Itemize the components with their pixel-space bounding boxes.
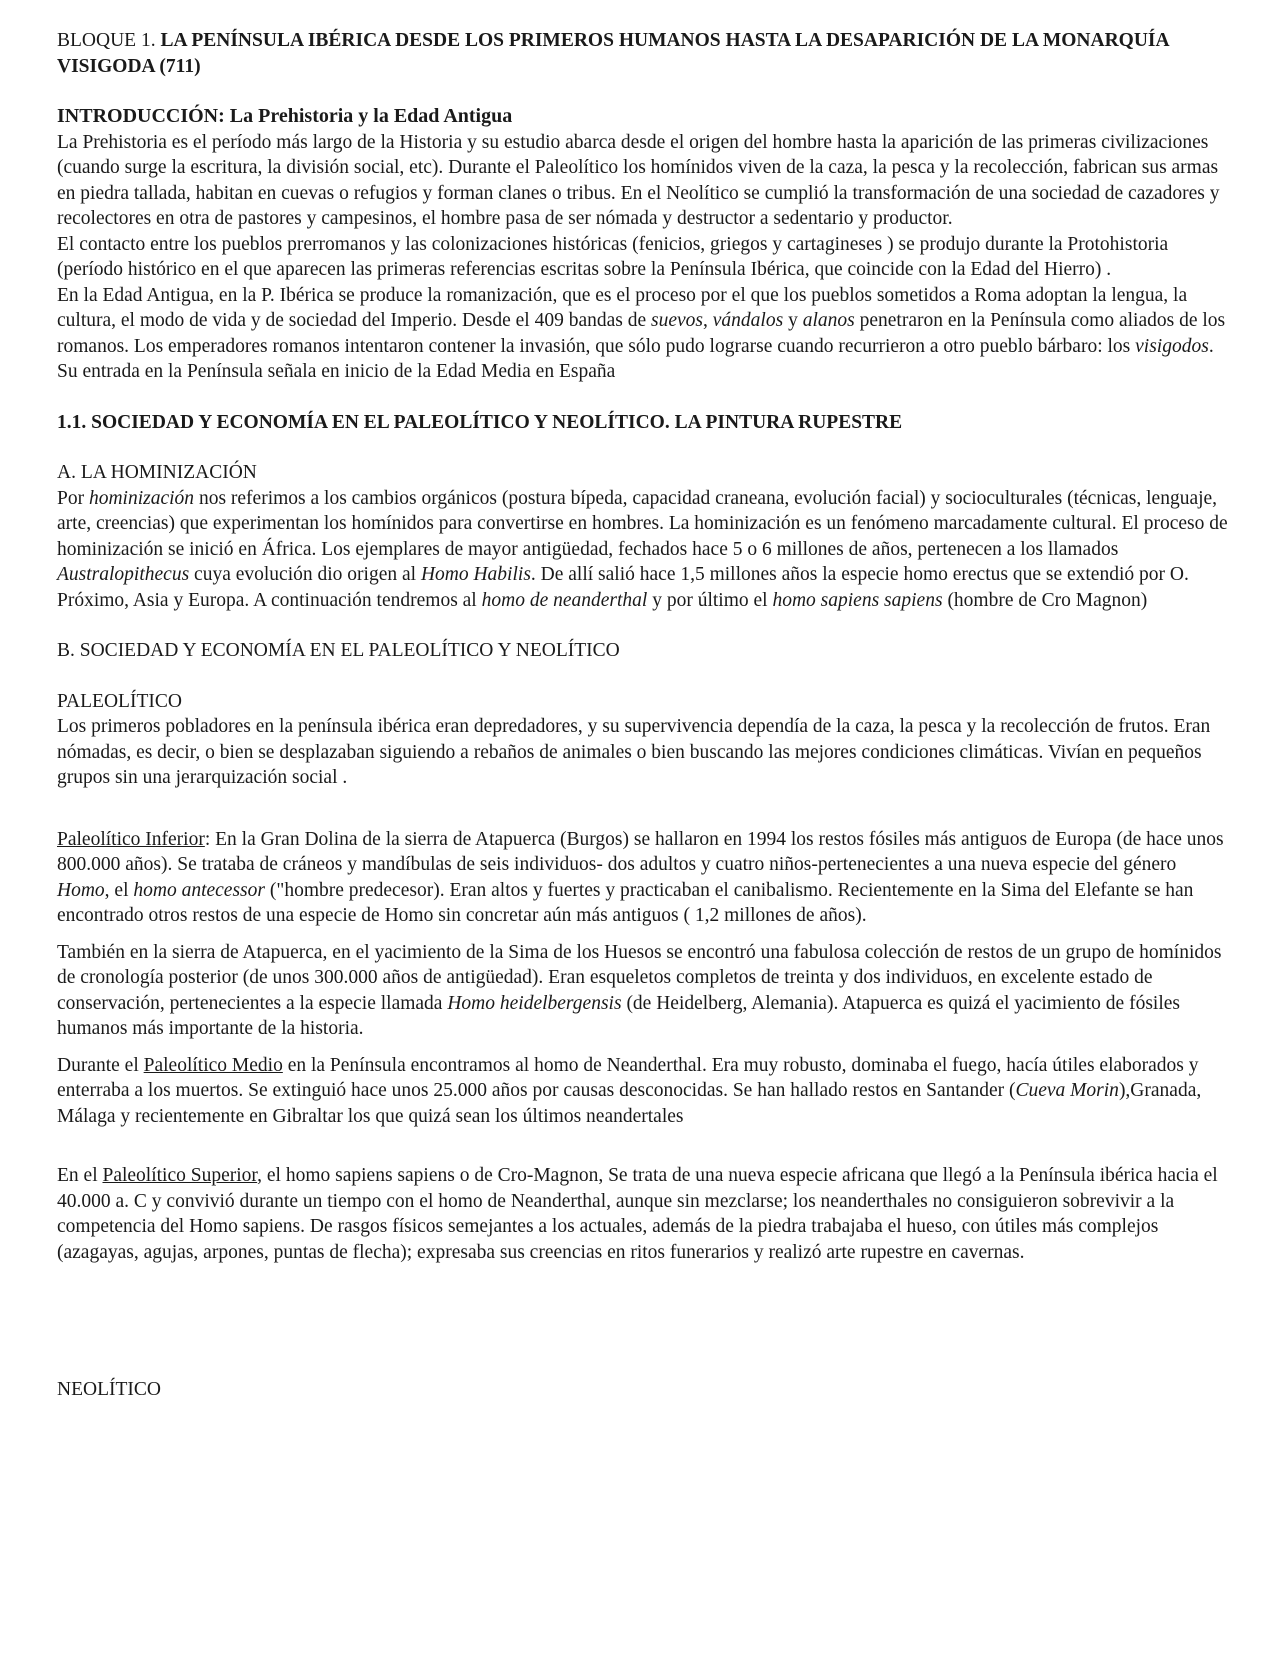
intro-paragraph-2: El contacto entre los pueblos prerromanos y las colonizaciones históricas (fenicios, griegos y cartagineses ) se produjo durante la Protohistoria (período histórico en el que aparecen las primeras referencias escritas sobre la Península Ibérica, que coincide con la Edad del Hierro) . [57,233,1169,280]
intro-paragraph-3: En la Edad Antigua, en la P. Ibérica se produce la romanización, que es el proceso por el que los pueblos sometidos a Roma adoptan la lengua, la cultura, el modo de vida y de sociedad del Imperio. Desde el 409 bandas de suevos, vándalos y alanos penetraron en la Península como aliados de los romanos. Los emperadores romanos intentaron contener la invasión, que sólo pudo lograrse cuando recurrieron a otro pueblo bárbaro: los visigodos. Su entrada en la Península señala en inicio de la Edad Media en España [57,284,1226,382]
paleolitico-medio-term: Paleolítico Medio [143,1054,283,1076]
document-page [57,28,1232,1403]
sima-huesos-paragraph: También en la sierra de Atapuerca, en el yacimiento de la Sima de los Huesos se encontró una fabulosa colección de restos de un grupo de homínidos de cronología posterior (de unos 300.000 años de antigüedad). Eran esqueletos completos de treinta y dos individuos, en excelente estado de conservación, pertenecientes a la especie llamada Homo heidelbergensis (de Heidelberg, Alemania). Atapuerca es quizá el yacimiento de fósiles humanos más importante de la historia. [57,941,1222,1039]
paleolitico-heading: PALEOLÍTICO [57,690,182,712]
intro-paragraph-1: La Prehistoria es el período más largo de la Historia y su estudio abarca desde el origen del hombre hasta la aparición de las primeras civilizaciones (cuando surge la escritura, la división social, etc). Durante el Paleolítico los homínidos viven de la caza, la pesca y la recolección, fabrican sus armas en piedra tallada, habitan en cuevas o refugios y forman clanes o tribus. En el Neolítico se cumplió la transformación de una sociedad de cazadores y recolectores en otra de pastores y campesinos, el hombre pasa de ser nómada y destructor a sedentario y productor. [57,131,1220,229]
intro-heading: INTRODUCCIÓN: La Prehistoria y la Edad Antigua [57,105,513,127]
paleolitico-intro: Los primeros pobladores en la península ibérica eran depredadores, y su supervivencia dependía de la caza, la pesca y la recolección de frutos. Eran nómadas, es decir, o bien se desplazaban siguiendo a rebaños de animales o bien buscando las mejores condiciones climáticas. Vivían en pequeños grupos sin una jerarquización social . [57,716,1211,788]
paleolitico-superior-term: Paleolítico Superior [102,1165,258,1186]
paleolitico-inferior-term: Paleolítico Inferior [57,828,205,850]
block-title: LA PENÍNSULA IBÉRICA DESDE LOS PRIMEROS HUMANOS HASTA LA DESAPARICIÓN DE LA MONARQUÍA VISIGODA (711) [57,30,1169,77]
paleolitico-medio-paragraph: Durante el Paleolítico Medio en la Península encontramos al homo de Neanderthal. Era muy robusto, dominaba el fuego, hacía útiles elaborados y enterraba a los muertos. Se extinguió hace unos 25.000 años por causas desconocidas. Se han hallado restos en Santander (Cueva Morin),Granada, Málaga y recientemente en Gibraltar los que quizá sean los últimos neandertales [57,1054,1202,1127]
document-title [57,28,1232,79]
paleolitico-superior-paragraph: En el Paleolítico Superior, el homo sapiens sapiens o de Cro-Magnon, Se trata de una nueva especie africana que llegó a la Península ibérica hacia el 40.000 a. C y convivió durante un tiempo con el homo de Neanderthal, aunque sin mezclarse; los neanderthales no consiguieron sobrevivir a la competencia del Homo sapiens. De rasgos físicos semejantes a los actuales, además de la piedra trabajaba el hueso, con útiles más complejos (azagayas, agujas, arpones, puntas de flecha); expresaba sus creencias en ritos funerarios y realizó arte rupestre en cavernas. [57,1165,1218,1263]
section-b-heading: B. SOCIEDAD Y ECONOMÍA EN EL PALEOLÍTICO Y NEOLÍTICO [57,640,620,661]
section-1-1-heading: 1.1. SOCIEDAD Y ECONOMÍA EN EL PALEOLÍTICO Y NEOLÍTICO. LA PINTURA RUPESTRE [57,411,903,433]
neolitico-heading: NEOLÍTICO [57,1379,161,1400]
paleolitico-inferior-paragraph: Paleolítico Inferior: En la Gran Dolina de la sierra de Atapuerca (Burgos) se hallaron en 1994 los restos fósiles más antiguos de Europa (de hace unos 800.000 años). Se trataba de cráneos y mandíbulas de seis individuos- dos adultos y cuatro niños-pertenecientes a una nueva especie del género Homo, el homo antecessor ("hombre predecesor). Eran altos y fuertes y practicaban el canibalismo. Recientemente en la Sima del Elefante se han encontrado otros restos de una especie de Homo sin concretar aún más antiguos ( 1,2 millones de años). [57,828,1224,926]
block-prefix: BLOQUE 1. [57,30,161,51]
section-a-heading: A. LA HOMINIZACIÓN [57,462,257,483]
hominizacion-paragraph: Por hominización nos referimos a los cambios orgánicos (postura bípeda, capacidad craneana, evolución facial) y socioculturales (técnicas, lenguaje, arte, creencias) que experimentan los homínidos para convertirse en hombres. La hominización es un fenómeno marcadamente cultural. El proceso de hominización se inició en África. Los ejemplares de mayor antigüedad, fechados hace 5 o 6 millones de años, pertenecen a los llamados Australopithecus cuya evolución dio origen al Homo Habilis. De allí salió hace 1,5 millones años la especie homo erectus que se extendió por O. Próximo, Asia y Europa. A continuación tendremos al homo de neanderthal y por último el homo sapiens sapiens (hombre de Cro Magnon) [57,487,1228,611]
